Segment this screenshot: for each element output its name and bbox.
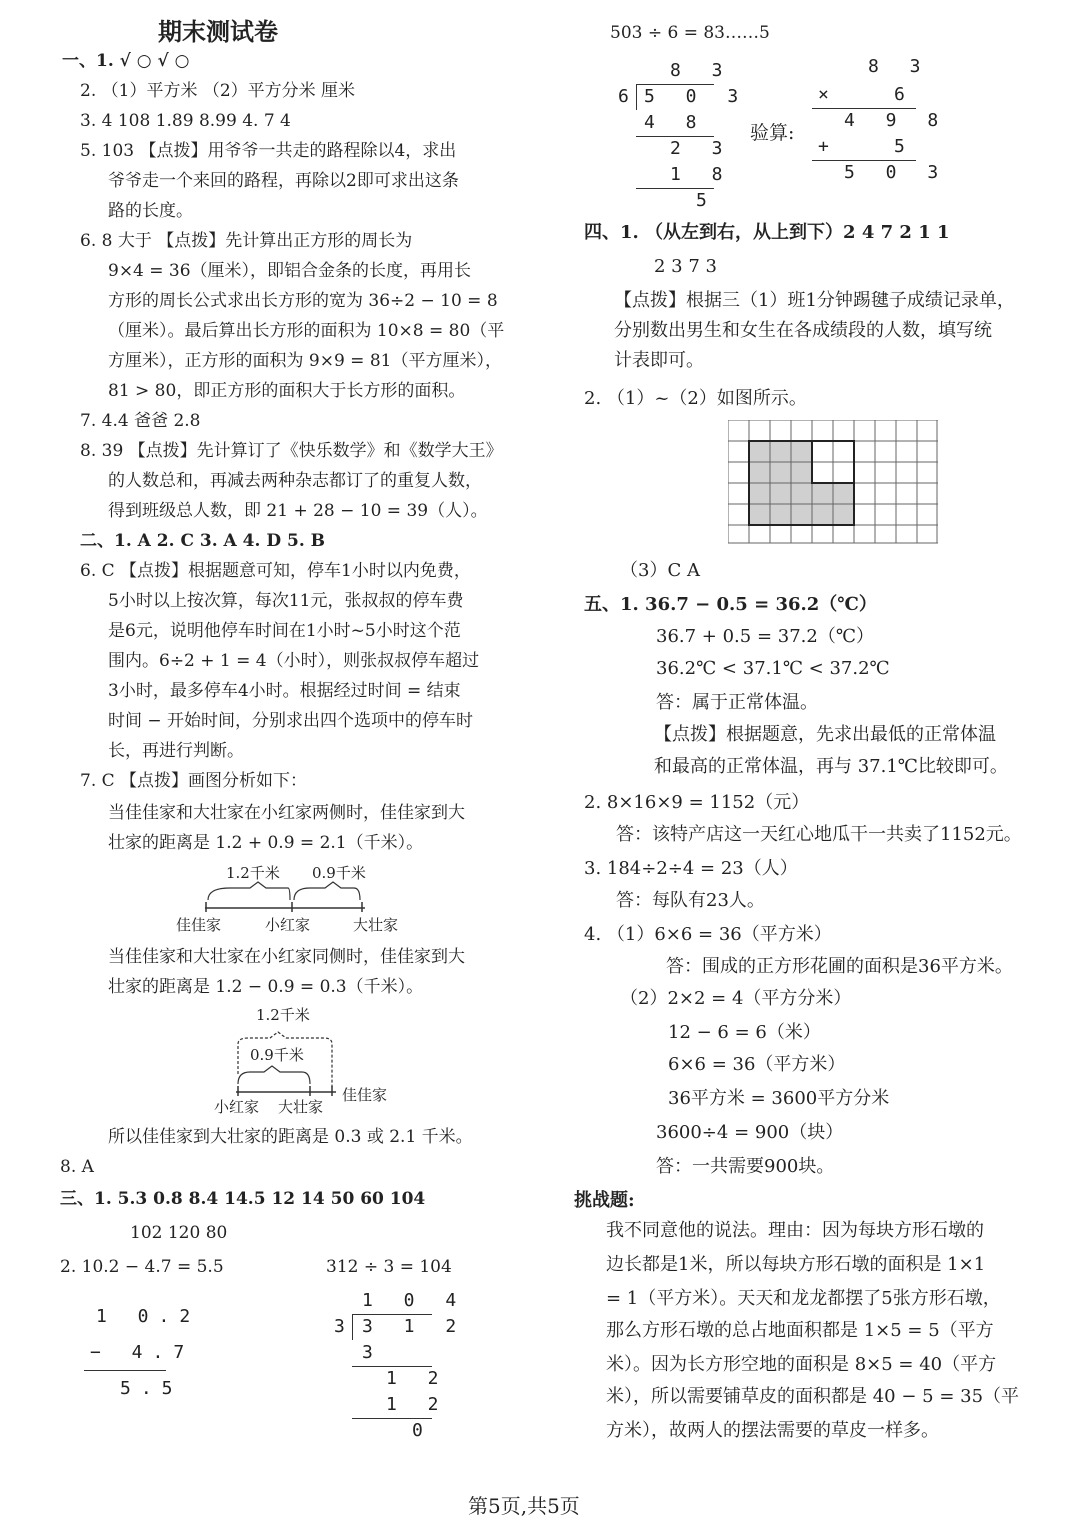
answer-2-1: 二、1. A 2. C 3. A 4. D 5. B: [80, 531, 326, 551]
calc-row: 1 2: [386, 1394, 449, 1415]
answer-1-6-cont: （厘米）。最后算出长方形的面积为 10×8 = 80（平: [108, 321, 505, 341]
answer-1-6-cont: 9×4 = 36（厘米），即铝合金条的长度，再用长: [108, 261, 472, 281]
answer-5-4-cont: 3600÷4 = 900（块）: [656, 1122, 844, 1143]
answer-3-2b: 312 ÷ 3 = 104: [326, 1257, 452, 1277]
calc-row: 5: [696, 190, 717, 211]
calc-rule: [352, 1418, 432, 1419]
challenge-text: 米），所以需要铺草皮的面积都是 40 − 5 = 35（平: [606, 1386, 1020, 1407]
challenge-text: = 1（平方米）。天天和龙龙都摆了5张方形石墩，: [606, 1288, 1001, 1309]
answer-5-1-cont: 36.2℃ < 37.1℃ < 37.2℃: [656, 658, 890, 679]
calc-row: − 4.7: [90, 1342, 195, 1363]
answer-5-1: 五、1. 36.7 − 0.5 = 36.2（℃）: [584, 594, 877, 615]
calc-row: 1 2: [386, 1368, 449, 1389]
calc-operator: +: [818, 136, 839, 157]
calc-row: 2 3: [670, 138, 733, 159]
challenge-text: 米）。因为长方形空地的面积是 8×5 = 40（平方: [606, 1354, 997, 1375]
division-bracket: [352, 1314, 353, 1340]
place-label: 佳佳家: [176, 916, 222, 934]
answer-2-6-cont: 时间 − 开始时间，分别求出四个选项中的停车时: [108, 711, 474, 731]
answer-5-3-reply: 答：每队有23人。: [616, 890, 765, 911]
answer-1-5-cont: 爷爷走一个来回的路程，再除以2即可求出这条: [108, 171, 459, 191]
calc-row: 4 9 8: [844, 110, 949, 131]
calc-row: 3: [362, 1342, 383, 1363]
answer-3-1-cont: 102 120 80: [130, 1223, 228, 1243]
answer-1-8-cont: 的人数总和，再减去两种杂志都订了的重复人数，: [108, 471, 482, 491]
place-label: 大壮家: [353, 916, 399, 934]
division-equation: 503 ÷ 6 = 83……5: [610, 23, 770, 43]
answer-2-7-cont: 当佳佳家和大壮家在小红家同侧时，佳佳家到大: [108, 947, 465, 967]
answer-2-7-cont: 壮家的距离是 1.2 + 0.9 = 2.1（千米）。: [108, 833, 424, 853]
answer-2-7-conclusion: 所以佳佳家到大壮家的距离是 0.3 或 2.1 千米。: [108, 1127, 473, 1147]
answer-1-6-cont: 81 > 80，即正方形的面积大于长方形的面积。: [108, 381, 466, 401]
answer-5-4: 4. （1）6×6 = 36（平方米）: [584, 924, 832, 945]
answer-5-1-cont: 36.7 + 0.5 = 37.2（℃）: [656, 626, 874, 647]
answer-2-7-cont: 当佳佳家和大壮家在小红家两侧时，佳佳家到大: [108, 803, 465, 823]
answer-2-6: 6. C 【点拨】根据题意可知，停车1小时以内免费，: [80, 561, 471, 581]
division-bracket: [636, 84, 637, 110]
division-bar: [352, 1314, 432, 1315]
division-bar: [636, 84, 714, 85]
answer-5-1-reply: 答：属于正常体温。: [656, 692, 818, 713]
calc-rule: [636, 188, 714, 189]
answer-1-7: 7. 4.4 爸爸 2.8: [80, 411, 201, 431]
calc-row: 5 0 3: [844, 162, 949, 183]
calc-rule: [636, 136, 714, 137]
answer-2-6-cont: 长，再进行判断。: [108, 741, 244, 761]
answer-1-5: 5. 103 【点拨】用爷爷一共走的路程除以4，求出: [80, 141, 457, 161]
challenge-text: 边长都是1米，所以每块方形石墩的面积是 1×1: [606, 1254, 986, 1275]
answer-4-1-hint: 【点拨】根据三（1）班1分钟踢毽子成绩记录单，: [614, 290, 1015, 311]
divisor: 3: [334, 1316, 355, 1337]
answer-5-4-reply: 答：围成的正方形花圃的面积是36平方米。: [666, 956, 1013, 977]
divisor: 6: [618, 86, 639, 107]
place-label: 大壮家: [278, 1098, 324, 1116]
challenge-text: 方米），故两人的摆法需要的草皮一样多。: [606, 1420, 939, 1441]
diagram-label: 0.9千米: [250, 1046, 304, 1064]
answer-4-3: （3）C A: [620, 560, 700, 581]
answer-2-6-cont: 3小时，最多停车4小时。根据经过时间 = 结束: [108, 681, 461, 701]
answer-2-6-cont: 是6元，说明他停车时间在1小时~5小时这个范: [108, 621, 461, 641]
answer-2-7: 7. C 【点拨】画图分析如下：: [80, 771, 308, 791]
calc-operator: ×: [818, 84, 839, 105]
check-label: 验算:: [750, 122, 795, 144]
challenge-text: 我不同意他的说法。理由：因为每块方形石墩的: [606, 1220, 984, 1241]
calc-rule: [84, 1370, 166, 1371]
calc-rule: [812, 108, 916, 109]
calc-rule: [812, 160, 916, 161]
answer-4-1-hint: 分别数出男生和女生在各成绩段的人数，填写统: [614, 320, 992, 341]
page-title: 期末测试卷: [158, 17, 278, 46]
place-label: 小红家: [214, 1098, 260, 1116]
answer-4-1-cont: 2 3 7 3: [654, 256, 717, 277]
answer-5-1-hint: 和最高的正常体温，再与 37.1℃比较即可。: [654, 756, 1008, 777]
answer-3-2a: 2. 10.2 − 4.7 = 5.5: [60, 1257, 224, 1277]
calc-row: 6: [894, 84, 915, 105]
challenge-text: 那么方形石墩的总占地面积都是 1×5 = 5（平方: [606, 1320, 994, 1341]
dividend: 5 0 3: [644, 86, 749, 107]
answer-2-7-cont: 壮家的距离是 1.2 − 0.9 = 0.3（千米）。: [108, 977, 424, 997]
answer-4-1-hint: 计表即可。: [614, 350, 704, 371]
answer-1-2: 2. （1）平方米 （2）平方分米 厘米: [80, 81, 356, 101]
answer-1-3: 3. 4 108 1.89 8.99 4. 7 4: [80, 111, 291, 131]
answer-5-4-cont: 36平方米 = 3600平方分米: [668, 1088, 890, 1109]
answer-2-8: 8. A: [60, 1157, 94, 1177]
calc-row: 1 8: [670, 164, 733, 185]
answer-5-2-reply: 答：该特产店这一天红心地瓜干一共卖了1152元。: [616, 824, 1022, 845]
calc-row: 5.5: [120, 1378, 183, 1399]
distance-line-2: [228, 1020, 348, 1096]
answer-5-3: 3. 184÷2÷4 = 23（人）: [584, 858, 798, 879]
calc-row: 4 8: [644, 112, 707, 133]
diagram-label: 0.9千米: [312, 864, 366, 882]
answer-1-5-cont: 路的长度。: [108, 201, 193, 221]
answer-3-1: 三、1. 5.3 0.8 8.4 14.5 12 14 50 60 104: [60, 1189, 426, 1209]
calc-rule: [352, 1366, 432, 1367]
calc-row: 5: [894, 136, 915, 157]
answer-2-6-cont: 围内。6÷2 + 1 = 4（小时），则张叔叔停车超过: [108, 651, 480, 671]
dividend: 3 1 2: [362, 1316, 467, 1337]
calc-row: 8 3: [868, 56, 931, 77]
answer-1-8: 8. 39 【点拨】先计算订了《快乐数学》和《数学大王》: [80, 441, 503, 461]
place-label: 小红家: [265, 916, 311, 934]
challenge-title: 挑战题:: [574, 1190, 635, 1211]
grid-figure: [728, 420, 938, 544]
answer-1-6-cont: 方厘米），正方形的面积为 9×9 = 81（平方厘米），: [108, 351, 502, 371]
calc-row: 0: [412, 1420, 433, 1441]
answer-1-6: 6. 8 大于 【点拨】先计算出正方形的周长为: [80, 231, 413, 251]
distance-line-1: [200, 880, 400, 914]
answer-5-4-cont: 12 − 6 = 6（米）: [668, 1022, 821, 1043]
diagram-label: 1.2千米: [256, 1006, 310, 1024]
calc-row: 1 0.2: [96, 1306, 201, 1327]
answer-1-8-cont: 得到班级总人数，即 21 + 28 − 10 = 39（人）。: [108, 501, 488, 521]
place-label: 佳佳家: [342, 1086, 388, 1104]
answer-1-1: 一、1. √ ○ √ ○: [62, 51, 190, 71]
page-footer: 第5页,共5页: [468, 1494, 580, 1518]
quotient: 8 3: [670, 60, 733, 81]
answer-5-2: 2. 8×16×9 = 1152（元）: [584, 792, 810, 813]
answer-5-1-hint: 【点拨】根据题意，先求出最低的正常体温: [654, 724, 996, 745]
answer-4-1: 四、1. （从左到右，从上到下）2 4 7 2 1 1: [584, 222, 950, 243]
answer-5-4-part2: （2）2×2 = 4（平方分米）: [620, 988, 852, 1009]
diagram-label: 1.2千米: [226, 864, 280, 882]
answer-1-6-cont: 方形的周长公式求出长方形的宽为 36÷2 − 10 = 8: [108, 291, 498, 311]
answer-5-4-reply: 答：一共需要900块。: [656, 1156, 835, 1177]
answer-2-6-cont: 5小时以上按次算，每次11元，张叔叔的停车费: [108, 591, 464, 611]
answer-5-4-cont: 6×6 = 36（平方米）: [668, 1054, 846, 1075]
answer-4-2: 2. （1）~（2）如图所示。: [584, 388, 807, 409]
quotient: 1 0 4: [362, 1290, 467, 1311]
